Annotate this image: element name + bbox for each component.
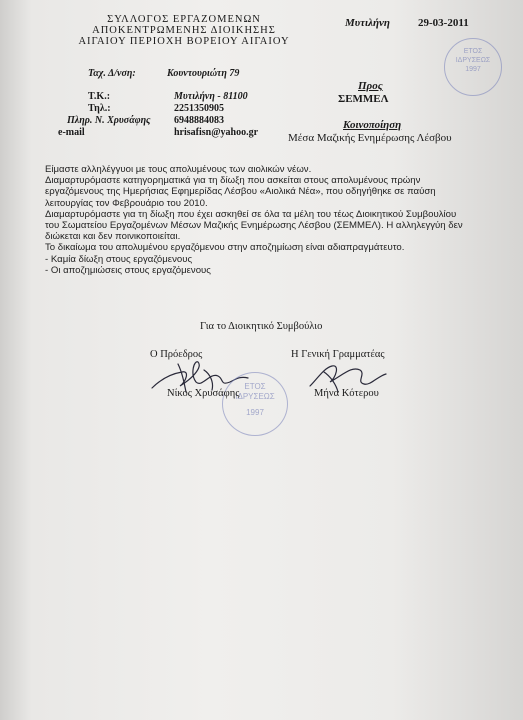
letter-body bbox=[45, 164, 465, 276]
letterhead bbox=[64, 14, 304, 47]
top-stamp bbox=[444, 38, 502, 96]
body-line: - Καμία δίωξη στους εργαζόμενους bbox=[45, 253, 193, 265]
cc-label: Κοινοποίηση bbox=[343, 119, 402, 131]
body-line: - Οι αποζημιώσεις στους εργαζόμενους bbox=[45, 264, 211, 276]
body-line: Διαμαρτυρόμαστε για τη δίωξη που έχει ασκηθεί σε όλα τα μέλη του τέως Διοικητικού Συμβουλίου bbox=[45, 208, 457, 220]
info-label: Πληρ. Ν. Χρυσάφης bbox=[67, 115, 151, 126]
center-stamp bbox=[222, 372, 288, 436]
body-line: λειτουργίας τον Φεβρουάριο του 2010. bbox=[45, 197, 208, 209]
cc-value: Μέσα Μαζικής Ενημέρωσης Λέσβου bbox=[288, 132, 452, 144]
to-label: Προς bbox=[358, 80, 383, 92]
info-value: 6948884083 bbox=[174, 115, 224, 126]
email-value: hrisafisn@yahoo.gr bbox=[174, 127, 259, 138]
body-line: Διαμαρτυρόμαστε κατηγορηματικά για τη δίωξη που ασκείται στους απολυμένους πρώην bbox=[45, 175, 421, 187]
body-line: διώκεται και δεν ποινικοποιείται. bbox=[45, 231, 181, 243]
letterhead-line-2: ΑΠΟΚΕΝΤΡΩΜΕΝΗΣ ΔΙΟΙΚΗΣΗΣ bbox=[92, 25, 276, 36]
letterhead-line-1: ΣΥΛΛΟΓΟΣ ΕΡΓΑΖΟΜΕΝΩΝ bbox=[107, 14, 261, 25]
body-line: Είμαστε αλληλέγγυοι με τους απολυμένους των αιολικών νέων. bbox=[45, 164, 312, 175]
body-line: εργαζόμενους της Ημερήσιας Εφημερίδας Λέσβου «Αιολικά Νέα», που οδηγήθηκε σε παύση bbox=[45, 186, 436, 198]
top-stamp-line-1: ΕΤΟΣ bbox=[463, 48, 483, 55]
tk-value: Μυτιλήνη - 81100 bbox=[174, 91, 248, 102]
center-stamp-line-2: ΙΔΡΥΣΕΩΣ bbox=[235, 392, 275, 401]
letterhead-line-3: ΑΙΓΑΙΟΥ ΠΕΡΙΟΧΗ ΒΟΡΕΙΟΥ ΑΙΓΑΙΟΥ bbox=[78, 36, 290, 47]
address-value: Κουντουριώτη 79 bbox=[167, 68, 240, 79]
body-line: του Σωματείου Εργαζομένων Μέσων Μαζικής Ενημέρωσης Λέσβου (ΣΕΜΜΕΛ). Η αλληλεγγύη δεν bbox=[45, 220, 463, 232]
address-label: Ταχ. Δ/νση: bbox=[88, 68, 136, 79]
center-stamp-line-1: ΕΤΟΣ bbox=[244, 382, 266, 391]
secretary-title: Η Γενική Γραμματέας bbox=[291, 349, 385, 360]
board-closing: Για το Διοικητικό Συμβούλιο bbox=[200, 321, 323, 332]
place: Μυτιλήνη bbox=[345, 17, 390, 29]
president-title: Ο Πρόεδρος bbox=[150, 349, 203, 360]
secretary-name: Μήνα Κότερου bbox=[314, 388, 379, 399]
phone-value: 2251350905 bbox=[174, 103, 224, 114]
phone-label: Τηλ.: bbox=[88, 103, 111, 114]
center-stamp-year: 1997 bbox=[246, 408, 264, 417]
date: 29-03-2011 bbox=[418, 17, 469, 29]
top-stamp-year: 1997 bbox=[465, 66, 481, 73]
top-stamp-line-2: ΙΔΡΥΣΕΩΣ bbox=[455, 57, 491, 64]
to-value: ΣΕΜΜΕΛ bbox=[338, 93, 389, 105]
president-name: Νίκος Χρυσάφης bbox=[167, 388, 240, 399]
body-line: Το δικαίωμα του απολυμένου εργαζόμενου στην αποζημίωση είναι αδιαπραγμάτευτο. bbox=[45, 242, 405, 254]
email-label: e-mail bbox=[58, 127, 85, 138]
tk-label: Τ.Κ.: bbox=[88, 91, 111, 102]
